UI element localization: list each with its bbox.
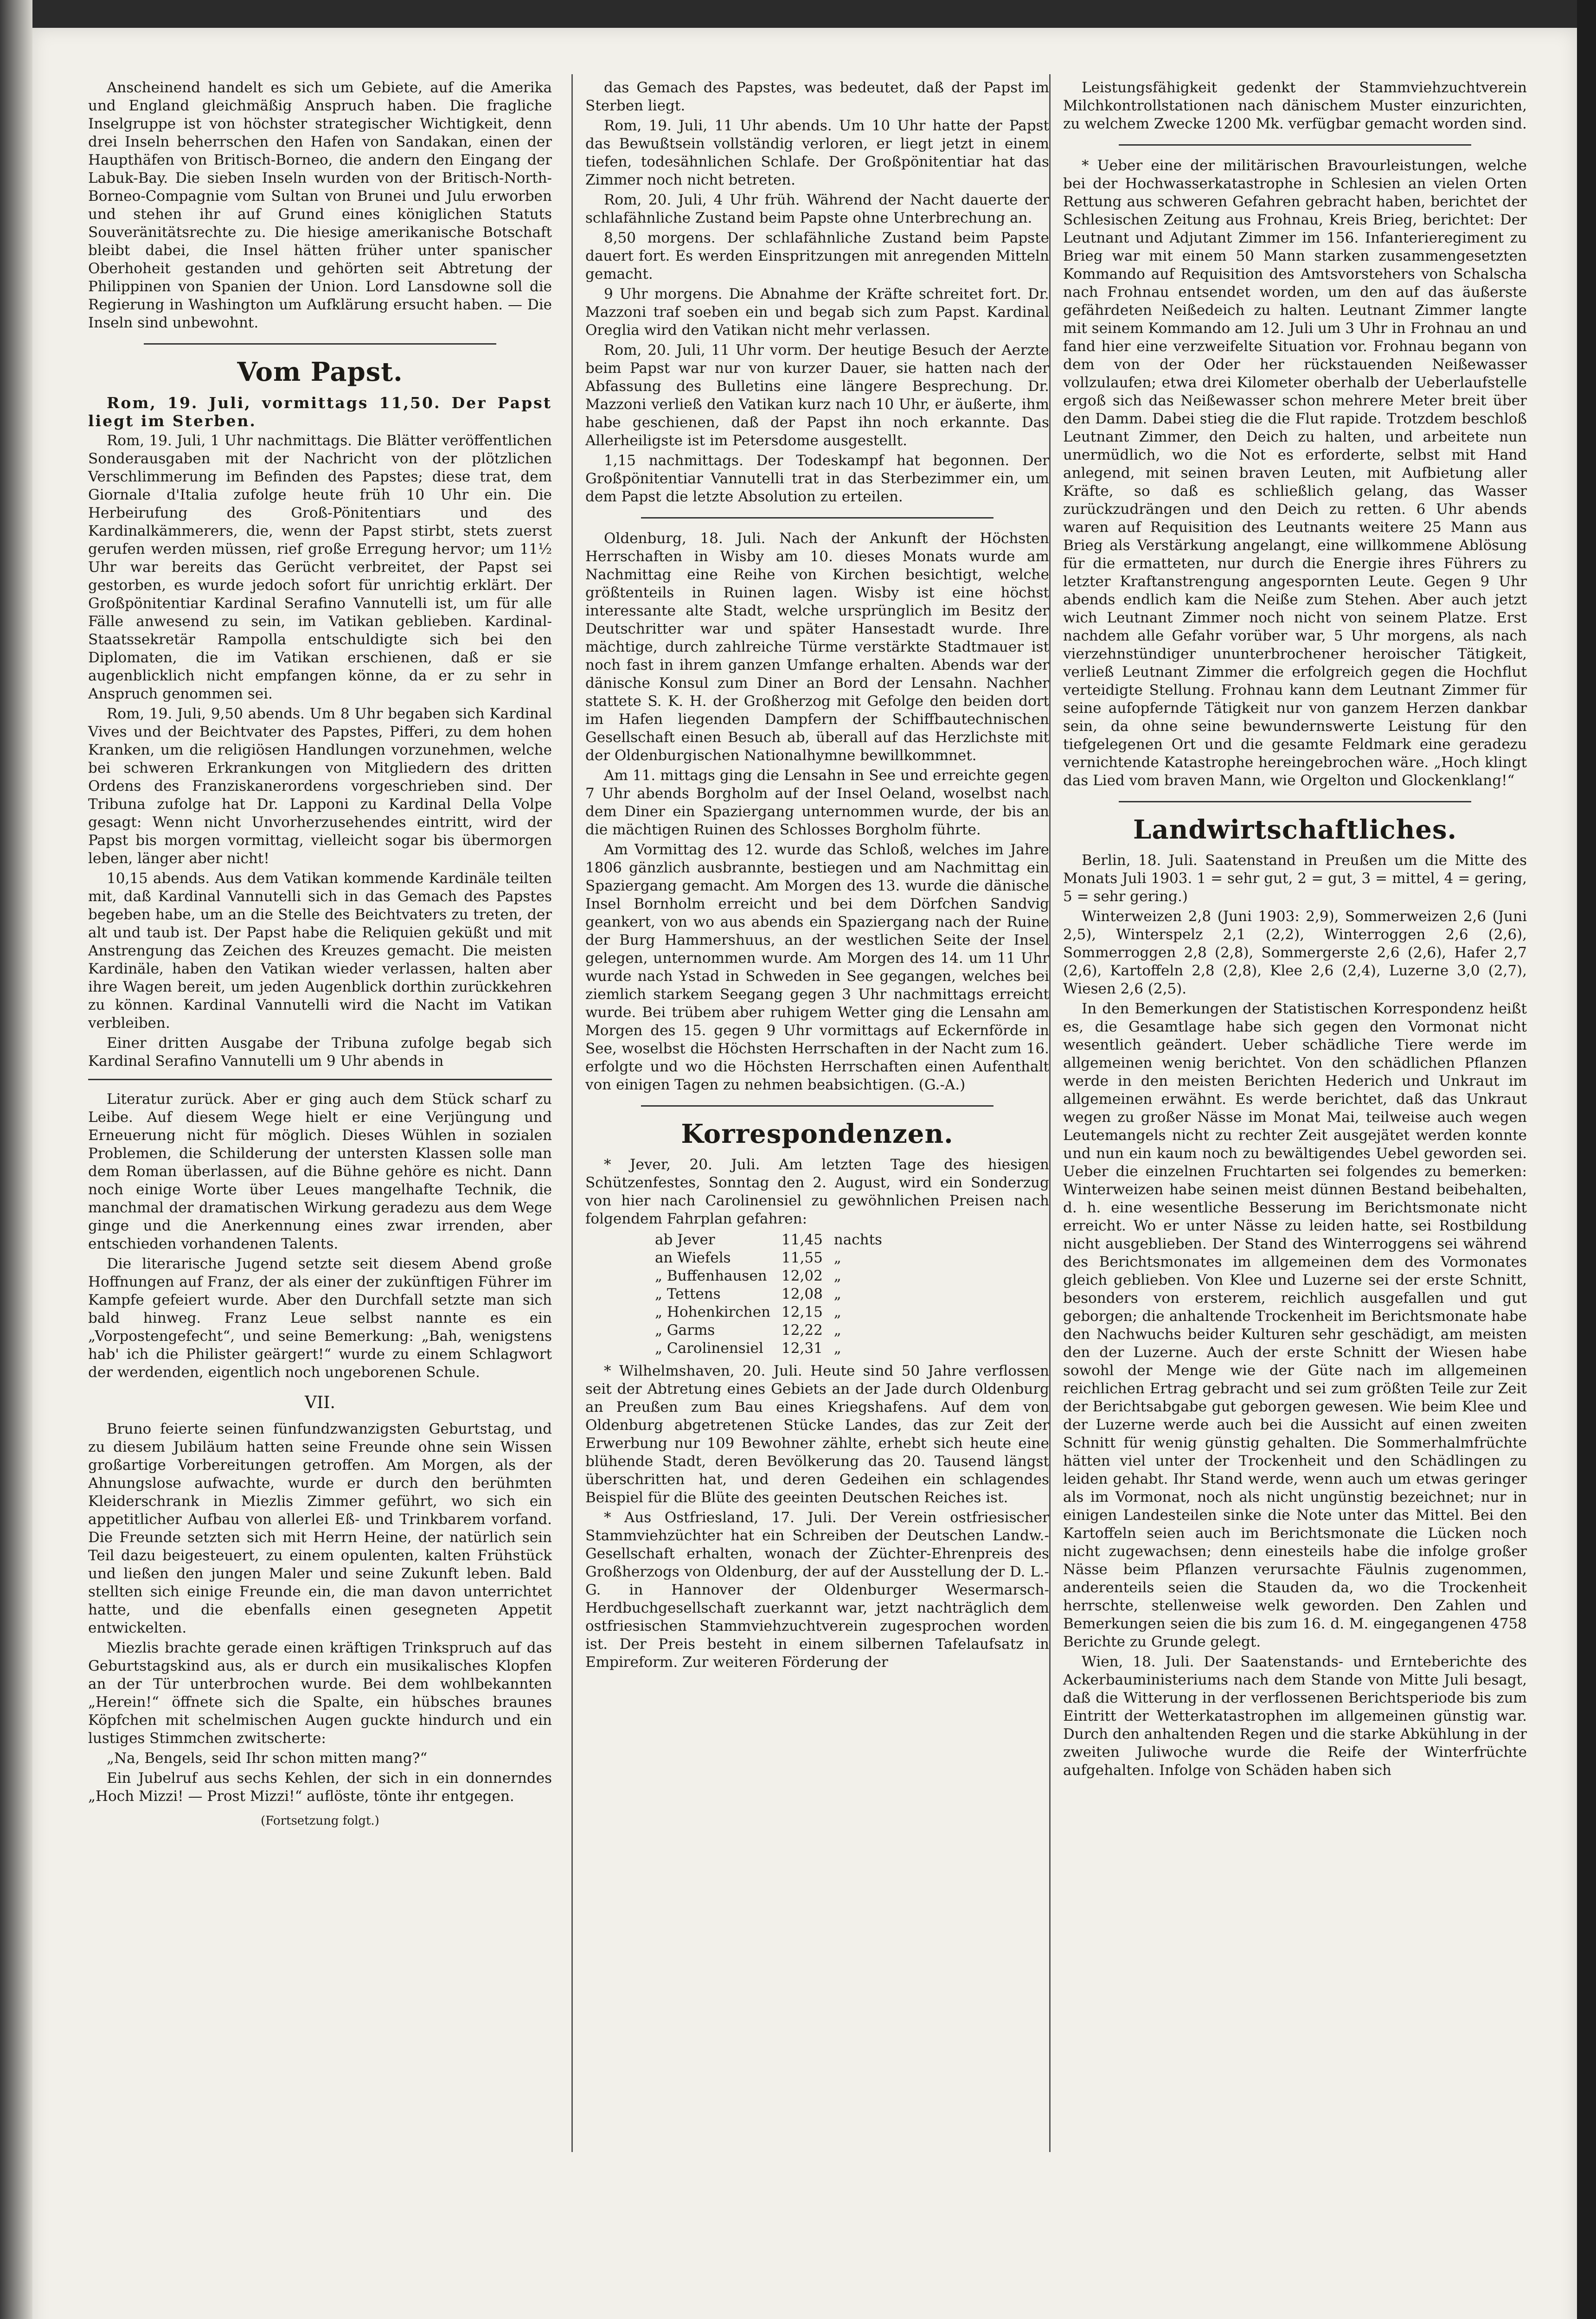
scan-edge-right [1577,0,1596,2319]
separator [641,517,993,519]
station: „ Tettens [655,1286,721,1302]
paragraph: Rom, 19. Juli, 11 Uhr abends. Um 10 Uhr hatte der Papst das Bewußtsein vollständig verloren, er liegt jetzt in einem tiefen, todesähnlichen Schlafe. Der Großpönitentiar hat das Zimmer noch nicht betreten. [585,117,1049,188]
paragraph: Am 11. mittags ging die Lensahn in See und erreichte gegen 7 Uhr abends Borgholm auf der Insel Oeland, woselbst nach dem Diner ein Spaziergang unternommen wurde, der bis an die mächtigen Ruinen des Schlosses Borgholm führte. [585,767,1049,838]
table-row [655,1249,893,1267]
paragraph: Rom, 20. Juli, 11 Uhr vorm. Der heutige Besuch der Aerzte beim Papst war nur von kurzer Dauer, sie hatten nach der Abfassung des Bulletins eine längere Besprechung. Dr. Mazzoni verließ den Vatikan kurz nach 10 Uhr, er äußerte, ihm habe geschienen, daß der Papst ihn noch erkannte. Das Allerheiligste ist im Petersdome ausgestellt. [585,342,1049,449]
article-islands-text: Anscheinend handelt es sich um Gebiete, auf die Amerika und England gleichmäßig Anspruch haben. Die fragliche Inselgruppe ist von höchster strategischer Wichtigkeit, denn drei Inseln beherrschen den Hafen von Sandakan, einen der Haupthäfen von Britisch-Borneo, die andern den Eingang der Labuk-Bay. Die sieben Inseln wurden von der Britisch-North-Borneo-Compagnie vom Sultan von Brunei und Julu erworben und stehen ihr auf Grund eines königlichen Statuts Souveränitätsrechte zu. Die hiesige amerikanische Botschaft bleibt dabei, die Insel hätten früher unter spanischer Oberhoheit gestanden und gehörten seit Abtretung der Philippinen von Spanien der Union. Lord Lansdowne soll die Regierung in Washington um Aufklärung ersucht haben. — Die Inseln sind unbewohnt. [88,79,552,331]
paragraph: 10,15 abends. Aus dem Vatikan kommende Kardinäle teilten mit, daß Kardinal Vannutelli sich in das Gemach des Papstes begeben habe, um an die Stelle des Beichtvaters zu treten, der alt und taub ist. Der Papst habe die Reliquien geküßt und mit Anstrengung das Zeichen des Kreuzes gemacht. Die meisten Kardinäle, haben den Vatikan wieder verlassen, halten aber ihre Wagen bereit, um jeden Augenblick dorthin zurückkehren zu können. Kardinal Vannutelli wird die Nacht im Vatikan verbleiben. [88,870,552,1031]
feuilleton-paragraph: Bruno feierte seinen fünfundzwanzigsten Geburtstag, und zu diesem Jubiläum hatten seine Freunde ohne sein Wissen großartige Vorbereitungen getroffen. Am Morgen, als der Ahnungslose aufwachte, wurde er durch den berühmten Kleiderschrank in Miezlis Zimmer geführt, wo sich ein appetitlicher Aufbau von allerlei Eß- und Trinkbarem vorfand. Die Freunde setzten sich mit Herrn Heine, der natürlich sein Teil dazu beigesteuert, zu einem opulenten, kalten Frühstück und ließen den jungen Maler und seine Zukunft leben. Bald stellten sich einige Freunde ein, die man davon unterrichtet hatte, und die ebenfalls einen gesegneten Appetit entwickelten. [88,1421,552,1636]
scan-edge-left [0,0,32,2319]
table-row [655,1231,893,1249]
chapter-number: VII. [305,1393,335,1412]
table-row [655,1303,893,1321]
article-berlin: Berlin, 18. Juli. Saatenstand in Preußen um die Mitte des Monats Juli 1903. 1 = sehr gut, 2 = gut, 3 = mittel, 4 = gering, 5 = sehr gering.) [1063,852,1527,905]
column-2 [585,79,1049,1673]
table-row [655,1339,893,1358]
paragraph: Rom, 20. Juli, 4 Uhr früh. Während der Nacht dauerte der schlafähnliche Zustand beim Papste ohne Unterbrechung an. [585,192,1049,226]
paragraph: 9 Uhr morgens. Die Abnahme der Kräfte schreitet fort. Dr. Mazzoni traf soeben ein und begab sich zum Papst. Kardinal Oreglia wird den Vatikan nicht mehr verlassen. [585,286,1049,339]
continuation-note: (Fortsetzung folgt.) [261,1814,379,1828]
paragraph: das Gemach des Papstes, was bedeutet, daß der Papst im Sterben liegt. [585,79,1049,114]
column-rule-2 [1049,74,1051,2152]
feuilleton-paragraph: Literatur zurück. Aber er ging auch dem Stück scharf zu Leibe. Auf diesem Wege hielt er eine Verjüngung und Erneuerung nicht für möglich. Dieses Wühlen in sozialen Problemen, die Schilderung der untersten Klassen solle man dem Roman überlassen, auf die Bühne gehöre es nicht. Dann noch einige Worte über Leues mangelhafte Technik, die manchmal der dramatischen Wirkung geradezu aus dem Wege ginge und die Anerkennung eines zwar irrenden, aber entschieden vorhandenen Talents. [88,1091,552,1252]
paragraph: 8,50 morgens. Der schlafähnliche Zustand beim Papste dauert fort. Es werden Einspritzungen mit anregenden Mitteln gemacht. [585,230,1049,282]
time: 12,02 [782,1268,823,1284]
separator [1119,801,1471,802]
station: ab Jever [655,1231,715,1248]
note: „ [833,1249,841,1266]
column-3 [1063,79,1527,1781]
article-bravourleistungen: * Ueber eine der militärischen Bravourleistungen, welche bei der Hochwasserkatastrophe in Schlesien an vielen Orten Rettung aus schweren Gefahren gebracht haben, berichtet der Schlesischen Zeitung aus Frohnau, Kreis Brieg, berichtet: Der Leutnant und Adjutant Zimmer im 156. Infanterieregiment zu Brieg war mit einem 50 Mann starken zusammengesetzten Kommando auf Requisition des Amtsvorstehers von Schalscha nach Frohnau entsendet worden, um den auf das äußerste gefährdeten Neißedeich zu halten. Leutnant Zimmer langte mit seinem Kommando am 12. Juli um 3 Uhr in Frohnau an und fand hier eine verzweifelte Situation vor. Frohnau begann von dem von der Oder her rückstauenden Neißewasser vollzulaufen; etwa drei Kilometer oberhalb der Ueberlaufstelle ergoß sich das Neißewasser schon mehrere Meter breit über den Damm. Dabei stieg die die Flut rapide. Trotzdem beschloß Leutnant Zimmer, den Deich zu halten, und arbeitete nun unermüdlich, wo die Not es erforderte, selbst mit Hand anlegend, mit seinen braven Leuten, mit Aufbietung aller Kräfte, so daß es schließlich gelang, das Wasser zurückzudrängen und den Deich zu retten. 6 Uhr abends waren auf Requisition des Leutnants weitere 25 Mann aus Brieg als Verstärkung angelangt, eine willkommene Ablösung für die ermatteten, nur durch die Energie ihres Führers zu letzter Kraftanstrengung angespornten Leute. Gegen 9 Uhr abends endlich kam die Neiße zum Stehen. Aber auch jetzt wich Leutnant Zimmer noch nicht von seinem Platze. Erst nachdem alle Gefahr vorüber war, 5 Uhr morgens, als nach vierzehnstündiger ununterbrochener heroischer Tätigkeit, verließ Leutnant Zimmer die erfolgreich gegen die Hochflut verteidigte Stellung. Frohnau kann dem Leutnant Zimmer für seine aufopfernde Tätigkeit nur von ganzem Herzen dankbar sein, da ohne seine bewundernswerte Leistung für den tiefgelegenen Ort und die gesamte Feldmark eine geradezu vernichtende Katastrophe hereingebrochen wäre. „Hoch klingt das Lied vom braven Mann, wie Orgelton und Glockenklang!“ [1063,157,1527,789]
timetable [655,1231,893,1358]
table-row [655,1285,893,1303]
note: „ [833,1322,841,1339]
note: „ [833,1268,841,1284]
paragraph: 1,15 nachmittags. Der Todeskampf hat begonnen. Der Großpönitentiar Vannutelli trat in das Sterbezimmer ein, um dem Papst die letzte Absolution zu erteilen. [585,452,1049,505]
table-row [655,1267,893,1285]
station: „ Carolinensiel [655,1340,763,1357]
station: an Wiefels [655,1249,731,1266]
time: 12,08 [782,1286,823,1302]
article-oldenburg: Oldenburg, 18. Juli. Nach der Ankunft der Höchsten Herrschaften in Wisby am 10. dieses Monats wurde am Nachmittag eine Reihe von Kirchen besichtigt, welche größtenteils in Ruinen lagen. Wisby ist eine höchst interessante alte Stadt, welche ursprünglich im Besitz der Deutschritter war und später Hansestadt wurde. Ihre mächtige, durch zahlreiche Türme verstärkte Stadtmauer ist noch fast in ihrem ganzen Umfange erhalten. Abends war der dänische Konsul zum Diner an Bord der Lensahn. Nachher stattete S. K. H. der Großherzog mit Gefolge den beiden dort im Hafen liegenden Dampfern der Schiffbautechnischen Gesellschaft einen Besuch ab, überall auf das Herzlichste mit der Oldenburgischen Nationalhymne bewillkommnet. [585,530,1049,764]
article-wilhelmshaven: * Wilhelmshaven, 20. Juli. Heute sind 50 Jahre verflossen seit der Abtretung eines Gebiets an der Jade durch Oldenburg an Preußen zum Bau eines Kriegshafens. Auf dem von Oldenburg abgetretenen Stücke Landes, das zur Zeit der Erwerbung nur 109 Bewohner zählte, erhebt sich heute eine blühende Stadt, deren Bevölkerung das 20. Tausend längst überschritten hat, und deren Gedeihen ein schlagendes Beispiel für die Blüte des geeinten Deutschen Reiches ist. [585,1363,1049,1506]
column-rule-1 [571,74,573,2152]
separator [144,343,496,345]
time: 12,15 [782,1304,823,1320]
feuilleton-paragraph: Ein Jubelruf aus sechs Kehlen, der sich in ein donnerndes „Hoch Mizzi! — Prost Mizzi!“ auflöste, tönte ihr entgegen. [88,1770,552,1805]
time: 11,55 [782,1249,823,1266]
paragraph: Einer dritten Ausgabe der Tribuna zufolge begab sich Kardinal Serafino Vannutelli um 9 Uhr abends in [88,1035,552,1070]
feuilleton-separator [88,1079,552,1080]
subheading-rom: Rom, 19. Juli, vormittags 11,50. Der Papst liegt im Sterben. [88,394,552,430]
article-jever: * Jever, 20. Juli. Am letzten Tage des hiesigen Schützenfestes, Sonntag den 2. August, wird ein Sonderzug von hier nach Carolinensiel zu gewöhnlichen Preisen nach folgendem Fahrplan gefahren: [585,1156,1049,1227]
feuilleton-paragraph: Miezlis brachte gerade einen kräftigen Trinkspruch auf das Geburtstagskind aus, als er durch ein musikalisches Klopfen an der Tür unterbrochen wurde. Bei dem wohlbekannten „Herein!“ öffnete sich die Spalte, ein hübsches braunes Köpfchen mit schelmischen Augen guckte hindurch und ein lustiges Stimmchen zwitscherte: [88,1640,552,1747]
paragraph: In den Bemerkungen der Statistischen Korrespondenz heißt es, die Gesamtlage habe sich gegen den Vormonat nicht wesentlich geändert. Ueber schädliche Tiere werde im allgemeinen wenig berichtet. Von den schädlichen Pflanzen werde in den meisten Berichten Hederich und Unkraut im allgemeinen erwähnt. Es werde berichtet, daß das Unkraut wegen zu großer Nässe im Monat Mai, teilweise auch wegen Leutemangels nicht zu rechter Zeit ausgejätet werden konnte und nun ein kaum noch zu bewältigendes Uebel geworden sei. Ueber die einzelnen Fruchtarten sei folgendes zu bemerken: Winterweizen habe seinen meist dünnen Bestand beibehalten, d. h. eine wesentliche Besserung im Berichtsmonate nicht erreicht. Wo er unter Nässe zu leiden hatte, sei Rostbildung nicht ausgeblieben. Der Stand des Winterroggens sei während des Berichtsmonates im allgemeinen dem des Vormonates gleich geblieben. Von Klee und Luzerne sei der erste Schnitt, besonders von ersterem, reichlich ausgefallen und gut geborgen; die anhaltende Trockenheit im Berichtsmonate habe den Nachwuchs beider Kulturen sehr geschädigt, am meisten den der Luzerne. Auch der erste Schnitt der Wiesen habe sowohl der Menge wie der Güte nach im allgemeinen reichlichen Ertrag gebracht und sei zum größten Teile zur Zeit der Berichtsabgabe gut geborgen gewesen. Wie beim Klee und der Luzerne werde auch bei die Aussicht auf einen zweiten Schnitt für wenig günstig gehalten. Die Sommerhalmfrüchte hätten viel unter der Trockenheit und den Schädlingen zu leiden gehabt. Ihr Stand werde, wenn auch um etwas geringer als im Vormonat, noch als nicht ungünstig bezeichnet; nur in einigen Landesteilen sinke die Note unter das Mittel. Bei den Kartoffeln seien auch im Berichtsmonate die Lücken noch nicht zugewachsen; denn einesteils habe die infolge großer Nässe beim Pflanzen verursachte Fäulnis zugenommen, anderenteils seien die Stauden da, wo die Trockenheit herrschte, stellenweise welk geworden. Den Zahlen und Bemerkungen seien die bis zum 16. d. M. eingegangenen 4758 Berichte zu Grunde gelegt. [1063,1000,1527,1650]
separator [641,1105,993,1107]
heading-vom-papst: Vom Papst. [237,357,403,387]
table-row [655,1321,893,1339]
heading-landwirtschaftliches: Landwirtschaftliches. [1133,814,1457,845]
paragraph: Rom, 19. Juli, 9,50 abends. Um 8 Uhr begaben sich Kardinal Vives und der Beichtvater des Papstes, Pifferi, zu dem hohen Kranken, um die religiösen Handlungen vorzunehmen, welche bei schweren Erkrankungen von Mitgliedern des dritten Ordens des Franziskanerordens vorgeschrieben sind. Der Tribuna zufolge hat Dr. Lapponi zu Kardinal Della Volpe gesagt: Wenn nicht Unvorherzusehendes eintritt, wird der Papst bis morgen vormittag, vielleicht sogar bis übermorgen leben, länger aber nicht! [88,705,552,867]
station: „ Hohenkirchen [655,1304,771,1320]
time: 11,45 [782,1231,823,1248]
article-wien: Wien, 18. Juli. Der Saatenstands- und Ernteberichte des Ackerbauministeriums nach dem Stande von Mitte Juli besagt, daß die Witterung in der verflossenen Berichtsperiode bis zum Eintritt der Wetterkatastrophen im allgemeinen günstig war. Durch den anhaltenden Regen und die starke Abkühlung in der zweiten Juliwoche wurde die Reife der Winterfrüchte aufgehalten. Infolge von Schäden haben sich [1063,1653,1527,1779]
feuilleton-paragraph: „Na, Bengels, seid Ihr schon mitten mang?“ [107,1750,428,1767]
paragraph: Winterweizen 2,8 (Juni 1903: 2,9), Sommerweizen 2,6 (Juni 2,5), Winterspelz 2,1 (2,2), Winterroggen 2,6 (2,6), Sommerroggen 2,8 (2,8), Sommergerste 2,6 (2,6), Hafer 2,7 (2,6), Kartoffeln 2,8 (2,8), Klee 2,6 (2,4), Luzerne 3,0 (2,7), Wiesen 2,6 (2,5). [1063,908,1527,997]
note: „ [833,1304,841,1320]
feuilleton-paragraph: Die literarische Jugend setzte seit diesem Abend große Hoffnungen auf Franz, der als einer der zukünftigen Führer im Kampfe gefeiert wurde. Aber den Durchfall setzte man sich bald hinweg. Franz Leue selbst nannte es ein „Vorpostengefecht“, und seine Bemerkung: „Bah, wenigstens hab' ich die Philister geärgert!“ wurde zu einem Schlagwort der werdenden, eigentlich noch ungeborenen Schule. [88,1256,552,1381]
paragraph: Rom, 19. Juli, 1 Uhr nachmittags. Die Blätter veröffentlichen Sonderausgaben mit der Nachricht von der plötzlichen Verschlimmerung im Befinden des Papstes; diese trat, dem Giornale d'Italia zufolge heute früh 10 Uhr ein. Die Herbeirufung des Groß-Pönitentiars und des Kardinalkämmerers, die, wenn der Papst stirbt, stets zuerst gerufen werden müssen, rief große Erregung hervor; um 11½ Uhr war bereits das Gerücht verbreitet, der Papst sei gestorben, es wurde jedoch sofort für unrichtig erklärt. Der Großpönitentiar Kardinal Serafino Vannutelli ist, um für alle Fälle anwesend zu sein, im Vatikan geblieben. Kardinal-Staatssekretär Rampolla entschuldigte sich bei den Diplomaten, die im Vatikan erschienen, daß er sie augenblicklich nicht empfangen könne, da er zu sehr in Anspruch genommen sei. [88,432,552,702]
station: „ Garms [655,1322,715,1339]
column-1 [88,79,552,1830]
heading-korrespondenzen: Korrespondenzen. [681,1119,954,1149]
station: „ Buffenhausen [655,1268,767,1284]
paragraph: Leistungsfähigkeit gedenkt der Stammviehzuchtverein Milchkontrollstationen nach dänischem Muster einzurichten, zu welchem Zwecke 1200 Mk. verfügbar gemacht worden sind. [1063,79,1527,132]
note: „ [833,1340,841,1357]
article-ostfriesland: * Aus Ostfriesland, 17. Juli. Der Verein ostfriesischer Stammviehzüchter hat ein Schreiben der Deutschen Landw.-Gesellschaft erhalten, wonach der Züchter-Ehrenpreis des Großherzogs von Oldenburg, der auf der Ausstellung der D. L.-G. in Hannover der Oldenburger Wesermarsch-Herdbuchgesellschaft zuerkannt war, jetzt nachträglich dem ostfriesischen Stammviehzuchtverein zugesprochen worden ist. Der Preis besteht in einem silbernen Tafelaufsatz in Empireform. Zur weiteren Förderung der [585,1509,1049,1671]
note: „ [833,1286,841,1302]
time: 12,22 [782,1322,823,1339]
paragraph: Am Vormittag des 12. wurde das Schloß, welches im Jahre 1806 gänzlich ausbrannte, bestiegen und am Nachmittag ein Spaziergang gemacht. Am Morgen des 13. wurde die dänische Insel Bornholm erreicht und bei dem Dörfchen Sandvig geankert, von wo aus abends ein Spaziergang nach der Ruine der Burg Hammershuus, an der westlichen Seite der Insel gelegen, unternommen wurde. Am Morgen des 14. um 11 Uhr wurde nach Ystad in Schweden in See gegangen, welches bei ziemlich starkem Seegang gegen 3 Uhr nachmittags erreicht wurde. Bei trübem aber ruhigem Wetter ging die Lensahn am Morgen des 15. gegen 9 Uhr vormittags auf Eckernförde in See, woselbst die Höchsten Herrschaften in der Nacht zum 16. erfolgte und wo die Höchsten Herrschaften einen Aufenthalt von einigen Tagen zu nehmen beabsichtigen. (G.-A.) [585,841,1049,1093]
separator [1119,144,1471,146]
note: nachts [833,1231,882,1248]
time: 12,31 [782,1340,823,1357]
